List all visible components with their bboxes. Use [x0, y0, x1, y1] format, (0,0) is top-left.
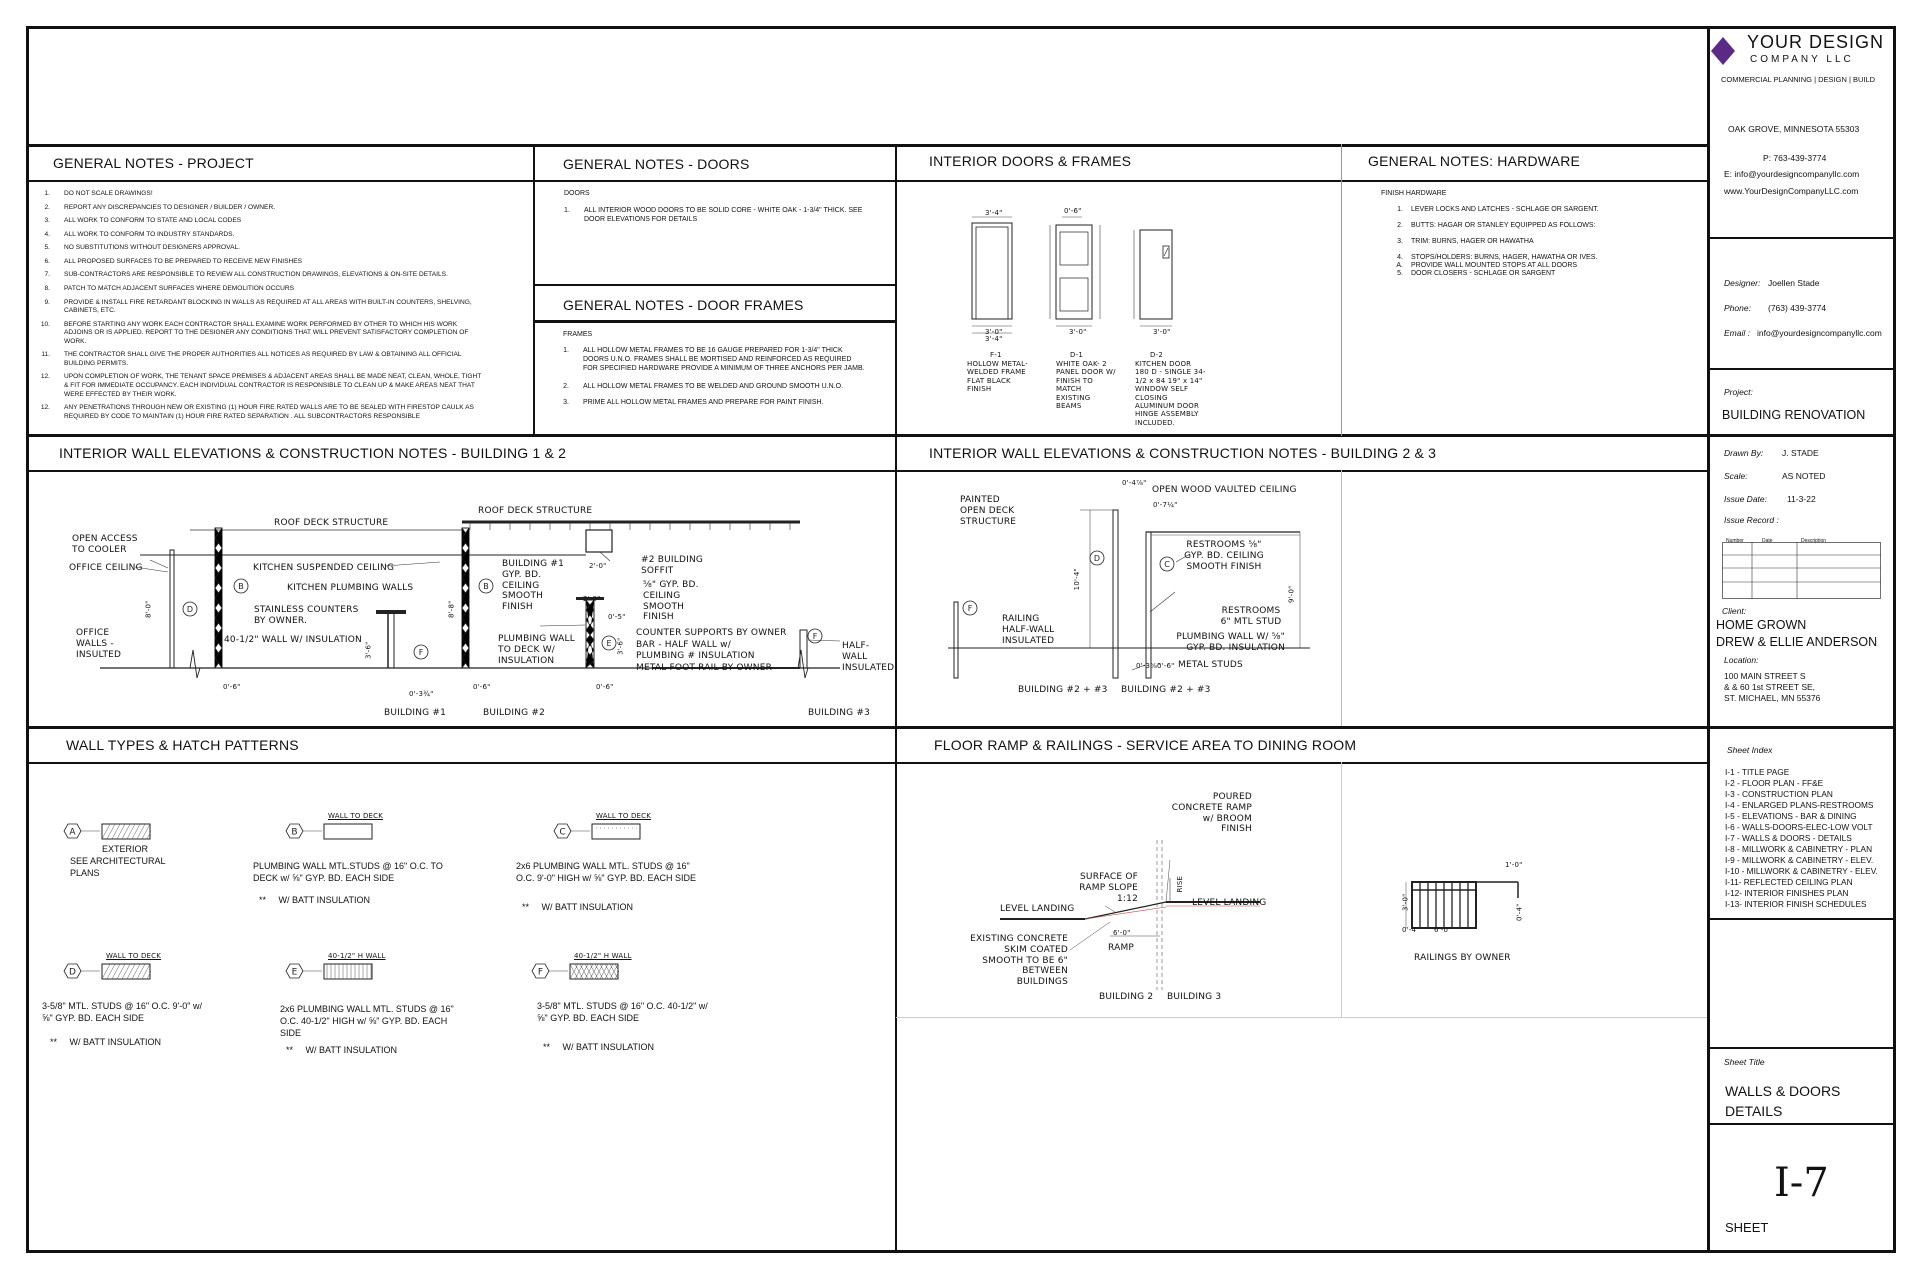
note-number: 5. — [44, 244, 50, 252]
client-line1: HOME GROWN — [1716, 618, 1807, 632]
sheet-title-line1: WALLS & DOORS — [1725, 1083, 1841, 1099]
note-text: BEFORE STARTING ANY WORK EACH CONTRACTOR SHALL EXAMINE WORK PERFORMED BY OTHER TO WHICH HIS WORK ADJOINS OR IS APPLIED. REPORT TO THE DESIGNER ANY CONDITIONS THAT WILL PREVENT SATISFACTORY COMPLETION OF WORK. — [64, 320, 469, 345]
wall-type-symbol — [62, 960, 182, 996]
dim-3-6-b: 3'-6" — [616, 637, 625, 655]
label-rise: RISE — [1176, 875, 1185, 893]
project-note — [32, 244, 487, 253]
section-title-interior-doors: INTERIOR DOORS & FRAMES — [929, 153, 1132, 169]
tb-divider — [1709, 1047, 1896, 1049]
record-col-number: Number — [1726, 538, 1744, 544]
hatch-stroke — [107, 824, 115, 839]
dim-railing-1-0: 1'-0" — [1505, 861, 1523, 869]
svg-text:B: B — [238, 582, 244, 591]
label-office-ceiling: OFFICE CEILING — [69, 563, 143, 573]
project-label: Project: — [1724, 387, 1753, 397]
company-website: www.YourDesignCompanyLLC.com — [1724, 186, 1859, 196]
grid-line — [895, 144, 897, 1253]
grid-line — [1341, 144, 1342, 436]
d2-tag: D-2 — [1150, 351, 1163, 359]
label-building-1: BUILDING #1 — [384, 708, 447, 718]
section-title-project: GENERAL NOTES - PROJECT — [53, 155, 254, 171]
label-plumbing-wall: PLUMBING WALL TO DECK W/ INSULATION — [498, 634, 575, 666]
hatch-stroke — [102, 964, 110, 979]
hardware-heading: FINISH HARDWARE — [1381, 190, 1447, 197]
grid-line — [1707, 26, 1710, 1253]
dim-0-6-a: 0'-6" — [223, 683, 241, 691]
sheet-title-label: Sheet Title — [1724, 1057, 1765, 1067]
d2-width: 3'-0" — [1153, 328, 1171, 336]
label-kitchen-ceiling: KITCHEN SUSPENDED CEILING — [253, 563, 395, 573]
label-office-walls: OFFICE WALLS - INSULTED — [76, 628, 122, 660]
wall-type-symbol — [284, 820, 404, 856]
logo-diamond-shape — [1711, 37, 1735, 65]
grid-line — [26, 762, 1710, 764]
section-title-elev-23: INTERIOR WALL ELEVATIONS & CONSTRUCTION NOTES - BUILDING 2 & 3 — [929, 445, 1437, 461]
tb-divider — [1709, 368, 1896, 370]
note-text: ALL WORK TO CONFORM TO STATE AND LOCAL CODES — [64, 217, 242, 225]
wall-tag-letter: C — [559, 827, 566, 838]
dim-0-6-23: 0'-6" — [1157, 662, 1175, 670]
location-line1: 100 MAIN STREET S — [1724, 671, 1806, 681]
section-title-doors: GENERAL NOTES - DOORS — [563, 156, 750, 172]
label-roof-deck-1: ROOF DECK STRUCTURE — [274, 518, 389, 528]
note-number: 1. — [44, 190, 50, 197]
sheet-index-label: Sheet Index — [1727, 745, 1773, 755]
svg-text:C: C — [1164, 560, 1170, 569]
tb-divider — [1709, 1123, 1896, 1125]
hatch-stroke — [117, 824, 125, 839]
note-number: 11. — [41, 351, 50, 359]
hatch-mask — [641, 820, 672, 856]
note-number: 3. — [563, 399, 569, 407]
dim-8-8: 8'-8" — [447, 600, 456, 618]
grid-line — [533, 320, 896, 323]
hardware-number: 4. — [1397, 254, 1403, 261]
svg-text:D: D — [1093, 554, 1101, 563]
d1-tag: D-1 — [1070, 351, 1083, 359]
f1-width-top: 3'-4" — [985, 209, 1003, 217]
note-number: 4. — [44, 230, 50, 238]
client-line2: DREW & ELLIE ANDERSON — [1716, 635, 1878, 649]
f1-description: HOLLOW METAL- WELDED FRAME FLAT BLACK FINISH — [967, 360, 1028, 394]
sheet-index-item[interactable]: I-5 - ELEVATIONS - BAR & DINING — [1725, 811, 1857, 821]
hardware-number: 5. — [1397, 270, 1403, 277]
hatch-mask — [373, 960, 404, 996]
hatch-stroke — [122, 824, 130, 839]
client-label: Client: — [1722, 606, 1747, 616]
hardware-list — [1379, 206, 1679, 286]
grid-line — [26, 180, 1710, 182]
dim-railing-6-0: 6'-0" — [1434, 926, 1452, 934]
wall-type-note: ** W/ BATT INSULATION — [259, 895, 371, 905]
grid-line — [1341, 470, 1342, 726]
hatch-stroke — [122, 964, 130, 979]
wall-type-symbol — [552, 820, 672, 856]
hatch-stroke — [132, 824, 140, 839]
label-building-23-b: BUILDING #2 + #3 — [1121, 685, 1211, 695]
grid-line — [896, 1017, 1709, 1018]
label-painted-deck: PAINTED OPEN DECK STRUCTURE — [960, 495, 1017, 527]
label-railing: RAILING HALF-WALL INSULATED — [1002, 614, 1055, 646]
company-address: OAK GROVE, MINNESOTA 55303 — [1728, 124, 1860, 134]
section-title-hardware: GENERAL NOTES: HARDWARE — [1368, 153, 1581, 169]
sheet-index-item[interactable]: I-3 - CONSTRUCTION PLAN — [1725, 789, 1833, 799]
section-title-ramp: FLOOR RAMP & RAILINGS - SERVICE AREA TO DINING ROOM — [934, 737, 1357, 753]
note-number: 2. — [44, 203, 50, 211]
d1-width: 3'-0" — [1069, 328, 1087, 336]
d1-head-dim: 0'-6" — [1064, 207, 1082, 215]
note-number: 2. — [563, 383, 569, 391]
sheet-index-item[interactable]: I-9 - MILLWORK & CABINETRY - ELEV. — [1725, 855, 1874, 865]
tb-divider — [1709, 726, 1896, 729]
wall-type-note: ** W/ BATT INSULATION — [50, 1037, 162, 1047]
note-number: 3. — [44, 217, 50, 225]
note-text: REPORT ANY DISCREPANCIES TO DESIGNER / BUILDER / OWNER. — [64, 203, 276, 211]
hardware-number: 2. — [1397, 222, 1403, 229]
note-number: 12. — [40, 373, 50, 381]
hardware-text: STOPS/HOLDERS: BURNS, HAGER, HAWATHA OR IVES. — [1411, 254, 1598, 261]
project-note — [32, 190, 487, 199]
hardware-item — [1379, 254, 1679, 261]
svg-text:D: D — [186, 605, 194, 614]
label-poured-ramp: POURED CONCRETE RAMP w/ BROOM FINISH — [1171, 792, 1252, 835]
note-text: PROVIDE & INSTALL FIRE RETARDANT BLOCKING IN WALLS AS REQUIRED AT ALL AREAS WITH BUILT-IN COUNTERS, SHELVING, CABINETS, ETC. — [64, 298, 472, 315]
dim-0-5: 0'-5" — [608, 613, 626, 621]
hatch-stroke — [127, 964, 135, 979]
frames-notes-list — [551, 346, 866, 414]
project-note — [32, 231, 487, 240]
hatch-mask — [151, 960, 182, 996]
hardware-number: 3. — [1397, 238, 1403, 245]
dim-0-6-b: 0'-6" — [473, 683, 491, 691]
project-note — [32, 351, 487, 368]
doors-heading: DOORS — [564, 190, 590, 197]
sheet-index-item[interactable]: I-11- REFLECTED CEILING PLAN — [1725, 877, 1853, 887]
sheet-index-list — [1725, 767, 1878, 910]
grid-line — [1341, 762, 1342, 1017]
sheet-index-item[interactable]: I-10 - MILLWORK & CABINETRY - ELEV. — [1725, 866, 1878, 876]
hardware-item — [1379, 222, 1679, 229]
sheet-index-item[interactable]: I-6 - WALLS-DOORS-ELEC-LOW VOLT — [1725, 822, 1873, 832]
note-text: ALL PROPOSED SURFACES TO BE PREPARED TO RECEIVE NEW FINISHES — [64, 257, 303, 265]
hatch-mask — [151, 820, 182, 856]
sheet-label: SHEET — [1725, 1220, 1769, 1235]
frames-heading: FRAMES — [563, 331, 593, 338]
label-building-2: BUILDING #2 — [483, 708, 546, 718]
d1-description: WHITE OAK- 2 PANEL DOOR W/ FINISH TO MATCH EXISTING BEAMS — [1056, 360, 1116, 410]
sheet-title-line2: DETAILS — [1725, 1103, 1783, 1119]
sheet-index-item[interactable]: I-12- INTERIOR FINISHES PLAN — [1725, 888, 1849, 898]
grid-line — [26, 470, 1710, 472]
scale-value: AS NOTED — [1782, 471, 1826, 481]
note-number: 12. — [40, 404, 50, 412]
sheet-index-item[interactable]: I-4 - ENLARGED PLANS-RESTROOMS — [1725, 800, 1874, 810]
issue-record-label: Issue Record : — [1724, 515, 1779, 525]
label-ramp-surface: SURFACE OF RAMP SLOPE 1:12 — [1079, 872, 1138, 904]
hatch-stroke — [132, 964, 140, 979]
project-notes-list — [32, 190, 487, 426]
note-text: ALL HOLLOW METAL FRAMES TO BE 16 GAUGE PREPARED FOR 1-3/4" THICK DOORS U.N.O. FRAMES SHALL BE MORTISED AND REINFORCED AS REQUIRED FOR SPECIFIED HARDWARE PROVIDE A MINIMUM OF THREE ANCHORS PER JAMB. — [583, 347, 865, 373]
project-note — [32, 217, 487, 226]
frames-note — [551, 398, 866, 407]
wall-tag-letter: A — [69, 827, 76, 838]
grid-line — [533, 144, 535, 436]
wall-tag-letter: D — [69, 967, 76, 978]
hatch-stroke — [142, 964, 150, 979]
note-text: ALL WORK TO CONFORM TO INDUSTRY STANDARDS. — [64, 230, 235, 238]
label-ramp: RAMP — [1108, 943, 1135, 953]
svg-text:E: E — [606, 639, 612, 648]
project-note — [32, 373, 487, 399]
dim-3-6: 3'-6" — [364, 641, 373, 659]
email-value: info@yourdesigncompanyllc.com — [1757, 328, 1882, 338]
dim-10-4: 10'-4" — [1072, 568, 1081, 591]
record-col-description: Description — [1801, 538, 1827, 544]
issue-record-table — [1722, 535, 1882, 599]
label-vaulted: OPEN WOOD VAULTED CEILING — [1152, 485, 1297, 495]
doors-note-number: 1. — [564, 207, 570, 214]
drawn-by-value: J. STADE — [1782, 448, 1819, 458]
note-number: 9. — [44, 298, 50, 306]
label-roof-deck-2: ROOF DECK STRUCTURE — [478, 506, 593, 516]
f1-width-bottom: 3'-0" — [985, 328, 1003, 336]
wall-type-note: ** W/ BATT INSULATION — [543, 1042, 655, 1052]
label-open-access: OPEN ACCESS TO COOLER — [72, 534, 138, 555]
label-bar: BAR - HALF WALL w/ PLUMBING # INSULATION — [636, 640, 755, 661]
note-text: ALL HOLLOW METAL FRAMES TO BE WELDED AND GROUND SMOOTH U.N.O. — [583, 383, 844, 391]
hardware-item — [1379, 262, 1679, 269]
sheet-index-item[interactable]: I-1 - TITLE PAGE — [1725, 767, 1790, 777]
label-railings-by-owner: RAILINGS BY OWNER — [1414, 953, 1511, 963]
note-text: THE CONTRACTOR SHALL GIVE THE PROPER AUTHORITIES ALL NOTICES AS REQUIRED BY LAW & OBTAINING ALL OFFICIAL BUILDING PERMITS. — [64, 351, 462, 367]
label-plumbing-wall-23: PLUMBING WALL W/ ⅝" GYP. BD. INSULATION — [1176, 632, 1285, 653]
wall-type-height-label: WALL TO DECK — [106, 952, 162, 960]
hardware-text: TRIM: BURNS, HAGER OR HAWATHA — [1411, 238, 1534, 245]
grid-line — [533, 284, 896, 286]
wall-tag-letter: E — [291, 967, 298, 978]
hardware-item — [1379, 206, 1679, 213]
company-name-line1: YOUR DESIGN — [1747, 32, 1885, 52]
hardware-item — [1379, 238, 1679, 245]
grid-line — [26, 726, 1710, 729]
sheet-index-item[interactable]: I-7 - WALLS & DOORS - DETAILS — [1725, 833, 1852, 843]
frames-note — [551, 346, 866, 373]
label-half-wall: HALF-WALL INSULATED — [842, 641, 895, 673]
hatch-stroke — [102, 824, 110, 839]
dim-0-3-5-8: 0'-3⅝" — [1136, 662, 1161, 670]
wall-type-description: 2x6 PLUMBING WALL MTL. STUDS @ 16" O.C. 9'-0" HIGH w/ ⅝" GYP. BD. EACH SIDE — [516, 861, 696, 884]
company-email: E: info@yourdesigncompanyllc.com — [1724, 169, 1860, 179]
project-note — [32, 285, 487, 294]
label-restrooms-stud: RESTROOMS 6" MTL STUD — [1220, 606, 1282, 627]
wall-type-description: 2x6 PLUMBING WALL MTL. STUDS @ 16" O.C. 40-1/2" HIGH w/ ⅝" GYP. BD. EACH SIDE — [280, 1004, 454, 1039]
wall-type-note: ** W/ BATT INSULATION — [286, 1045, 398, 1055]
section-title-elev-12: INTERIOR WALL ELEVATIONS & CONSTRUCTION NOTES - BUILDING 1 & 2 — [59, 445, 567, 461]
label-restrooms: RESTROOMS ⅝" GYP. BD. CEILING SMOOTH FINISH — [1184, 540, 1264, 572]
tb-divider — [1709, 918, 1896, 920]
note-text: UPON COMPLETION OF WORK, THE TENANT SPACE PREMISES & ADJACENT AREAS SHALL BE MADE NEAT, CLEAN, WHOLE, TIGHT & FIT FOR IMMEDIATE OCCUPANCY. EACH INDIVIDUAL CONTRACTOR IS RESPONSIBLE TO CLEAN UP & MAKE AREAS NEAT THAT WERE EFFECTED BY THEIR WORK. — [64, 373, 482, 398]
wall-type-description: 3-5/8" MTL. STUDS @ 16" O.C. 40-1/2" w/ ⅝" GYP. BD. EACH SIDE — [537, 1001, 708, 1024]
label-foot-rail: METAL FOOT RAIL BY OWNER — [636, 663, 773, 673]
label-kitchen-walls: KITCHEN PLUMBING WALLS — [287, 583, 414, 593]
label-counter: COUNTER SUPPORTS BY OWNER — [636, 628, 787, 638]
company-logo-diamond — [1710, 36, 1736, 66]
note-text: DO NOT SCALE DRAWINGS! — [64, 190, 153, 197]
project-note — [32, 299, 487, 316]
section-title-wall-types: WALL TYPES & HATCH PATTERNS — [66, 737, 299, 753]
project-note — [32, 321, 487, 347]
hatch-stroke — [142, 824, 150, 839]
hatch-stroke — [127, 824, 135, 839]
svg-text:B: B — [483, 582, 489, 591]
hatch-stroke — [137, 964, 145, 979]
hatch-stroke — [107, 964, 115, 979]
wall-type-height-label: WALL TO DECK — [596, 812, 652, 820]
note-number: 10. — [40, 320, 50, 328]
hatch-mask — [373, 820, 404, 856]
company-phone: P: 763-439-3774 — [1763, 153, 1827, 163]
label-existing-concrete: EXISTING CONCRETE SKIM COATED SMOOTH TO BE 6" BETWEEN BUILDINGS — [970, 934, 1068, 988]
hardware-text: BUTTS: HAGAR OR STANLEY EQUIPPED AS FOLLOWS: — [1411, 222, 1596, 229]
email-label: Email : — [1724, 328, 1750, 338]
hardware-text: DOOR CLOSERS - SCHLAGE OR SARGENT — [1411, 270, 1556, 277]
dim-0-4-7-8: 0'-4⅞" — [1122, 479, 1147, 487]
hatch-stroke — [112, 824, 120, 839]
dim-0-3-3-4: 0'-3¾" — [409, 690, 434, 698]
note-number: 6. — [44, 257, 50, 265]
company-name-line2: COMPANY LLC — [1750, 54, 1854, 65]
wall-tag-letter: B — [291, 827, 298, 838]
label-building1-ceiling: BUILDING #1 GYP. BD. CEILING SMOOTH FINISH — [502, 559, 565, 613]
note-number: 1. — [563, 347, 569, 354]
label-level-landing-1: LEVEL LANDING — [1000, 904, 1075, 914]
dim-8-0: 8'-0" — [144, 600, 153, 618]
drawn-by-label: Drawn By: — [1724, 448, 1764, 458]
hatch-stroke — [112, 964, 120, 979]
wall-type-height-label: WALL TO DECK — [328, 812, 384, 820]
project-note — [32, 204, 487, 213]
wall-tag-letter: F — [537, 967, 544, 978]
wall-hatch-sample — [592, 824, 640, 839]
wall-type-symbol — [530, 960, 650, 996]
project-value: BUILDING RENOVATION — [1722, 408, 1866, 422]
hardware-text: PROVIDE WALL MOUNTED STOPS AT ALL DOORS — [1411, 262, 1578, 269]
label-ramp-building-3: BUILDING 3 — [1167, 992, 1222, 1002]
label-stainless: STAINLESS COUNTERS BY OWNER. — [254, 605, 359, 626]
label-level-landing-2: LEVEL LANDING — [1192, 898, 1267, 908]
wall-type-description: SEE ARCHITECTURAL PLANS — [70, 856, 166, 879]
wall-type-note: ** W/ BATT INSULATION — [522, 902, 634, 912]
label-wall-40: 40-1/2" WALL W/ INSULATION — [224, 635, 362, 645]
issue-date-label: Issue Date: — [1724, 494, 1767, 504]
record-col-date: Date — [1762, 538, 1773, 544]
hardware-item — [1379, 270, 1679, 277]
hatch-stroke — [117, 964, 125, 979]
dim-ramp-length: 6'-0" — [1113, 929, 1131, 937]
sheet-number: I-7 — [1774, 1160, 1829, 1206]
note-text: PRIME ALL HOLLOW METAL FRAMES AND PREPARE FOR PAINT FINISH. — [583, 399, 824, 407]
label-building-23-a: BUILDING #2 + #3 — [1018, 685, 1108, 695]
f1-tag: F-1 — [990, 351, 1002, 359]
note-text: ANY PENETRATIONS THROUGH NEW OR EXISTING (1) HOUR FIRE RATED WALLS ARE TO BE SEALED WITH FIRESTOP CAULK AS REQUIRED BY CODE TO MAINTAIN (1) HOUR FIRE RATED SEPARATION . ALL SUBCONTRACTORS RESPONSIBLE — [64, 404, 474, 420]
d2-description: KITCHEN DOOR 180 D - SINGLE 34-1/2 x 84 19" x 14" WINDOW SELF CLOSING ALUMINUM DOOR HINGE ASSEMBLY INCLUDED. — [1135, 360, 1206, 427]
grid-line — [26, 144, 1710, 147]
tb-divider — [1709, 434, 1896, 437]
svg-text:F: F — [812, 632, 818, 641]
phone-label: Phone: — [1724, 303, 1751, 313]
dim-railing-0-4-b: 0'-4" — [1515, 903, 1524, 921]
wall-type-height-label: 40-1/2" H WALL — [574, 952, 632, 960]
hardware-number: 1. — [1397, 206, 1403, 213]
doors-note: ALL INTERIOR WOOD DOORS TO BE SOLID CORE - WHITE OAK - 1-3/4" THICK. SEE DOOR ELEVATIONS FOR DETAILS — [584, 207, 863, 224]
note-text: PATCH TO MATCH ADJACENT SURFACES WHERE DEMOLITION OCCURS — [64, 284, 295, 292]
wall-type-symbol — [284, 960, 404, 996]
dim-2-0-b: 2'-0" — [583, 595, 601, 603]
scale-label: Scale: — [1724, 471, 1748, 481]
dim-2-0: 2'-0" — [589, 562, 607, 570]
designer-label: Designer: — [1724, 278, 1761, 288]
label-building-3: BUILDING #3 — [808, 708, 871, 718]
note-number: 7. — [44, 271, 50, 279]
dim-railing-0-4: 0'-4" — [1402, 926, 1420, 934]
sheet-index-item[interactable]: I-13- INTERIOR FINISH SCHEDULES — [1725, 899, 1867, 909]
tb-divider — [1709, 237, 1896, 239]
wall-type-description: PLUMBING WALL MTL.STUDS @ 16" O.C. TO DECK w/ ⅝" GYP. BD. EACH SIDE — [253, 861, 443, 884]
dim-0-6-c: 0'-6" — [596, 683, 614, 691]
frames-note — [551, 382, 866, 391]
dim-railing-3-0: 3'-0" — [1401, 893, 1410, 911]
sheet-index-item[interactable]: I-2 - FLOOR PLAN - FF&E — [1725, 778, 1824, 788]
section-title-frames: GENERAL NOTES - DOOR FRAMES — [563, 297, 804, 313]
dim-0-7-1-4: 0'-7¼" — [1153, 501, 1178, 509]
label-gyp-ceiling: ⅝" GYP. BD. CEILING SMOOTH FINISH — [643, 580, 699, 623]
note-text: NO SUBSTITUTIONS WITHOUT DESIGNERS APPROVAL. — [64, 244, 240, 252]
svg-text:F: F — [418, 648, 424, 657]
location-label: Location: — [1724, 655, 1759, 665]
label-metal-studs: METAL STUDS — [1178, 660, 1243, 670]
designer-value: Joellen Stade — [1768, 278, 1820, 288]
issue-date-value: 11-3-22 — [1787, 494, 1816, 504]
label-soffit: #2 BUILDING SOFFIT — [641, 555, 704, 576]
hatch-mask — [619, 960, 650, 996]
dim-9-0: 9'-0" — [1287, 585, 1296, 603]
wall-type-description: 3-5/8" MTL. STUDS @ 16" O.C. 9'-0" w/ ⅝" GYP. BD. EACH SIDE — [42, 1001, 202, 1024]
wall-type-height-label: 40-1/2" H WALL — [328, 952, 386, 960]
hardware-text: LEVER LOCKS AND LATCHES - SCHLAGE OR SARGENT. — [1411, 206, 1599, 213]
svg-text:F: F — [967, 604, 973, 613]
hardware-number: A. — [1396, 262, 1403, 269]
company-tagline: COMMERCIAL PLANNING | DESIGN | BUILD — [1721, 75, 1876, 84]
project-note — [32, 271, 487, 280]
f1-width-overall: 3'-4" — [985, 335, 1003, 343]
phone-value: (763) 439-3774 — [1768, 303, 1827, 313]
note-text: SUB-CONTRACTORS ARE RESPONSIBLE TO REVIEW ALL CONSTRUCTION DRAWINGS, ELEVATIONS & ON-SITE DETAILS. — [64, 271, 448, 279]
wall-hatch-sample — [324, 824, 372, 839]
grid-line — [26, 434, 1710, 437]
project-note — [32, 404, 487, 421]
project-note — [32, 258, 487, 267]
location-line2: & & 60 1st STREET SE, — [1724, 682, 1816, 692]
hatch-stroke — [137, 824, 145, 839]
wall-type-sublabel: EXTERIOR — [102, 844, 149, 854]
label-ramp-building-2: BUILDING 2 — [1099, 992, 1154, 1002]
location-line3: ST. MICHAEL, MN 55376 — [1724, 693, 1821, 703]
note-number: 8. — [44, 284, 50, 292]
elevation-12-drawing — [40, 500, 895, 720]
sheet-index-item[interactable]: I-8 - MILLWORK & CABINETRY - PLAN — [1725, 844, 1873, 854]
